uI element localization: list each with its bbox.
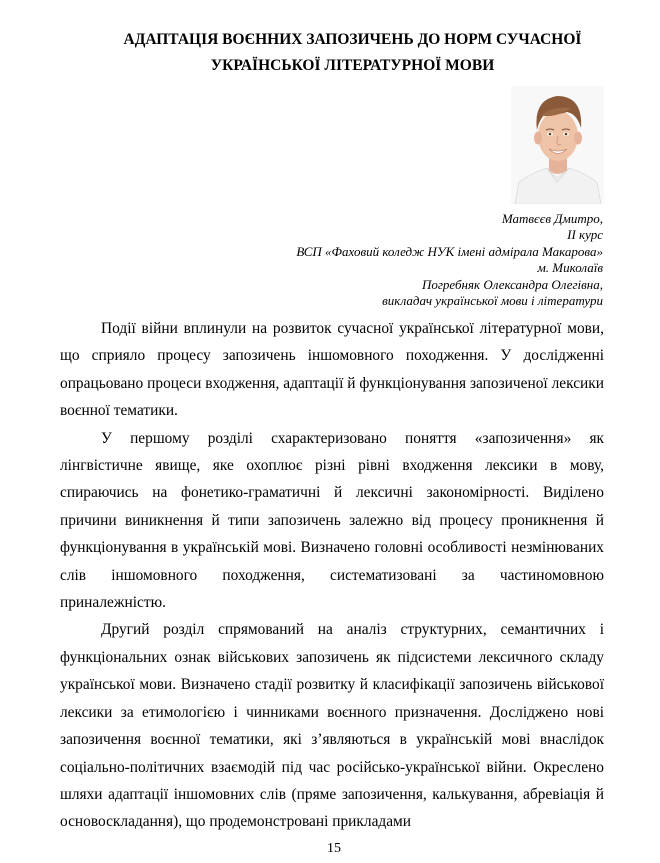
author-portrait-icon <box>511 86 604 204</box>
author-course: ІІ курс <box>567 227 603 243</box>
author-city: м. Миколаїв <box>537 260 603 276</box>
author-info <box>183 211 603 309</box>
article-title <box>60 27 645 79</box>
supervisor-role: викладач української мови і літератури <box>382 293 603 309</box>
author-institution: ВСП «Фаховий коледж НУК імені адмірала Макарова» <box>296 243 603 259</box>
article-title-line-1: АДАПТАЦІЯ ВОЄННИХ ЗАПОЗИЧЕНЬ ДО НОРМ СУЧАСНОЇ <box>123 31 582 48</box>
paragraph-1: Події війни вплинули на розвиток сучасної української літературної мови, що сприяло процесу запозичень іншомовного походження. У дослідженні опрацьовано процеси входження, адаптації й функціонування запозиченої лексики воєнної тематики. <box>60 320 604 420</box>
article-title-line-2: УКРАЇНСЬКОЇ ЛІТЕРАТУРНОЇ МОВИ <box>210 57 495 74</box>
paragraph-2: У першому розділі схарактеризовано поняття «запозичення» як лінгвістичне явище, яке охоплює різні рівні входження лексики в мову, спираючись на фонетико-граматичні й лексичні закономірності. Виділено причини виникнення й типи запозичень залежно від процесу проникнення й функціонування в українській мові. Визначено головні особливості незмінюваних слів іншомовного походження, систематизовані за частиномовною приналежністю. <box>60 429 604 612</box>
paragraph-3: Другий розділ спрямований на аналіз структурних, семантичних і функціональних ознак військових запозичень як підсистеми лексичного складу української мови. Визначено стадії розвитку й класифікації запозичень військової лексики за етимологією і чинниками воєнного призначення. Досліджено нові запозичення воєнної тематики, які з’являються в українській мові внаслідок соціально-політичних взаємодій під час російсько-української війни. Окреслено шляхи адаптації іншомовних слів (пряме запозичення, калькування, абревіація й основоскладання), що продемонстровані прикладами <box>60 621 604 831</box>
page-number: 15 <box>327 841 341 856</box>
article-body <box>60 315 604 836</box>
supervisor-name: Погребняк Олександра Олегівна, <box>421 276 603 292</box>
author-photo <box>511 86 604 204</box>
author-name: Матвєєв Дмитро, <box>501 211 603 226</box>
